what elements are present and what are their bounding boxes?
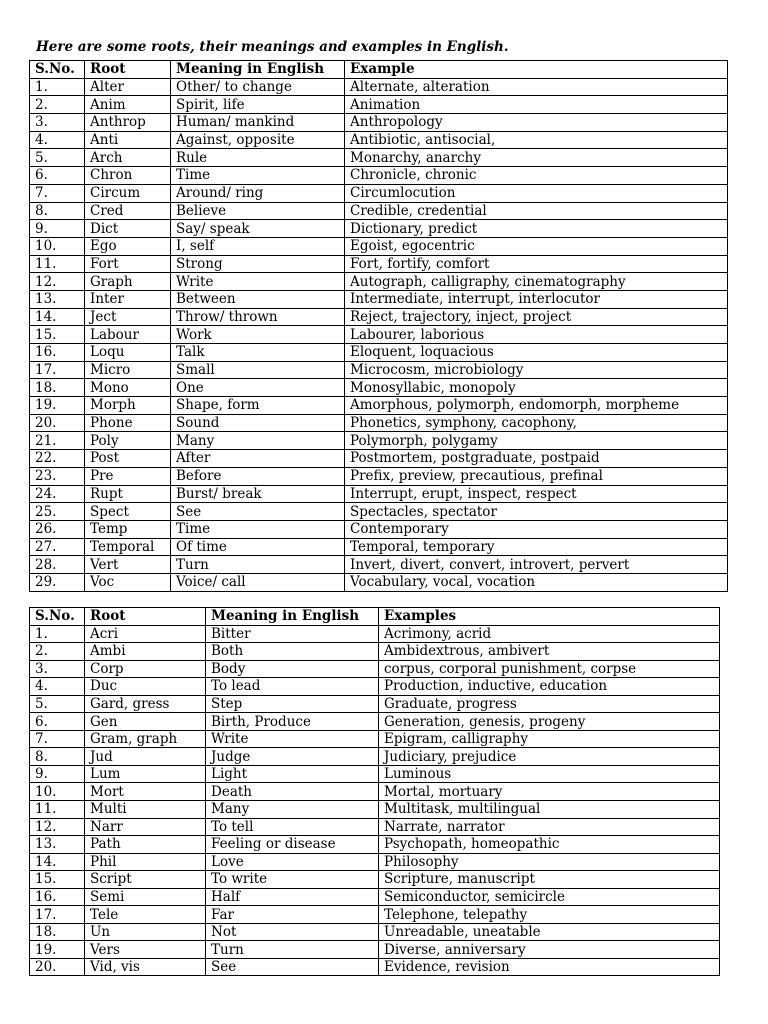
cell-root: Circum bbox=[85, 184, 171, 202]
cell-meaning: Talk bbox=[171, 344, 345, 362]
cell-sno: 8. bbox=[30, 202, 85, 220]
cell-sno: 27. bbox=[30, 538, 85, 556]
table-row bbox=[30, 503, 728, 521]
cell-root: Micro bbox=[85, 361, 171, 379]
cell-example: Alternate, alteration bbox=[345, 78, 728, 96]
cell-sno: 13. bbox=[30, 836, 85, 854]
table-row bbox=[30, 958, 720, 976]
cell-meaning: Burst/ break bbox=[171, 485, 345, 503]
cell-root: Voc bbox=[85, 573, 171, 591]
cell-sno: 25. bbox=[30, 503, 85, 521]
cell-meaning: Many bbox=[206, 801, 379, 819]
header-sno: S.No. bbox=[30, 608, 85, 626]
cell-example: Phonetics, symphony, cacophony, bbox=[345, 414, 728, 432]
cell-root: Dict bbox=[85, 220, 171, 238]
cell-sno: 14. bbox=[30, 853, 85, 871]
cell-root: Anim bbox=[85, 96, 171, 114]
cell-meaning: Shape, form bbox=[171, 397, 345, 415]
table-row bbox=[30, 573, 728, 591]
cell-meaning: Before bbox=[171, 467, 345, 485]
cell-meaning: Rule bbox=[171, 149, 345, 167]
cell-example: Luminous bbox=[379, 765, 720, 783]
cell-root: Un bbox=[85, 923, 206, 941]
cell-meaning: Death bbox=[206, 783, 379, 801]
cell-meaning: Spirit, life bbox=[171, 96, 345, 114]
table-row bbox=[30, 131, 728, 149]
cell-meaning: Between bbox=[171, 290, 345, 308]
cell-meaning: Half bbox=[206, 888, 379, 906]
cell-sno: 28. bbox=[30, 556, 85, 574]
table-row bbox=[30, 556, 728, 574]
cell-example: Eloquent, loquacious bbox=[345, 344, 728, 362]
header-meaning: Meaning in English bbox=[206, 608, 379, 626]
cell-meaning: Write bbox=[206, 730, 379, 748]
cell-sno: 19. bbox=[30, 941, 85, 959]
cell-meaning: Bitter bbox=[206, 625, 379, 643]
cell-root: Rupt bbox=[85, 485, 171, 503]
roots-table-2 bbox=[29, 607, 720, 976]
cell-sno: 17. bbox=[30, 906, 85, 924]
cell-example: Dictionary, predict bbox=[345, 220, 728, 238]
cell-root: Tele bbox=[85, 906, 206, 924]
header-root: Root bbox=[85, 61, 171, 79]
cell-root: Post bbox=[85, 450, 171, 468]
cell-sno: 2. bbox=[30, 96, 85, 114]
cell-example: Narrate, narrator bbox=[379, 818, 720, 836]
table-row bbox=[30, 888, 720, 906]
cell-meaning: One bbox=[171, 379, 345, 397]
cell-root: Anthrop bbox=[85, 114, 171, 132]
cell-example: Intermediate, interrupt, interlocutor bbox=[345, 290, 728, 308]
cell-root: Gen bbox=[85, 713, 206, 731]
cell-meaning: Sound bbox=[171, 414, 345, 432]
cell-meaning: Love bbox=[206, 853, 379, 871]
cell-sno: 20. bbox=[30, 414, 85, 432]
table-row bbox=[30, 255, 728, 273]
cell-sno: 12. bbox=[30, 273, 85, 291]
cell-meaning: Write bbox=[171, 273, 345, 291]
header-meaning: Meaning in English bbox=[171, 61, 345, 79]
cell-root: Loqu bbox=[85, 344, 171, 362]
table-row bbox=[30, 643, 720, 661]
cell-sno: 4. bbox=[30, 678, 85, 696]
cell-sno: 18. bbox=[30, 379, 85, 397]
cell-example: Contemporary bbox=[345, 520, 728, 538]
cell-sno: 29. bbox=[30, 573, 85, 591]
cell-example: Evidence, revision bbox=[379, 958, 720, 976]
table-body bbox=[30, 625, 720, 976]
cell-sno: 3. bbox=[30, 114, 85, 132]
cell-sno: 1. bbox=[30, 625, 85, 643]
cell-example: Temporal, temporary bbox=[345, 538, 728, 556]
cell-meaning: Far bbox=[206, 906, 379, 924]
cell-root: Pre bbox=[85, 467, 171, 485]
cell-sno: 23. bbox=[30, 467, 85, 485]
table-row bbox=[30, 485, 728, 503]
cell-root: Phone bbox=[85, 414, 171, 432]
cell-root: Semi bbox=[85, 888, 206, 906]
table-row bbox=[30, 114, 728, 132]
cell-example: Reject, trajectory, inject, project bbox=[345, 308, 728, 326]
cell-root: Corp bbox=[85, 660, 206, 678]
cell-meaning: To lead bbox=[206, 678, 379, 696]
cell-meaning: Turn bbox=[171, 556, 345, 574]
cell-root: Duc bbox=[85, 678, 206, 696]
table-row bbox=[30, 308, 728, 326]
cell-example: Interrupt, erupt, inspect, respect bbox=[345, 485, 728, 503]
cell-root: Path bbox=[85, 836, 206, 854]
table-row bbox=[30, 730, 720, 748]
table-row bbox=[30, 765, 720, 783]
table-row bbox=[30, 853, 720, 871]
table-header-row bbox=[30, 608, 720, 626]
table-row bbox=[30, 520, 728, 538]
cell-root: Mono bbox=[85, 379, 171, 397]
table-row bbox=[30, 467, 728, 485]
cell-sno: 1. bbox=[30, 78, 85, 96]
cell-meaning: Say/ speak bbox=[171, 220, 345, 238]
cell-example: Diverse, anniversary bbox=[379, 941, 720, 959]
cell-sno: 16. bbox=[30, 344, 85, 362]
cell-meaning: I, self bbox=[171, 237, 345, 255]
table-row bbox=[30, 414, 728, 432]
cell-sno: 24. bbox=[30, 485, 85, 503]
cell-sno: 15. bbox=[30, 871, 85, 889]
table-row bbox=[30, 678, 720, 696]
cell-meaning: Work bbox=[171, 326, 345, 344]
cell-sno: 6. bbox=[30, 713, 85, 731]
cell-example: Psychopath, homeopathic bbox=[379, 836, 720, 854]
cell-sno: 5. bbox=[30, 149, 85, 167]
cell-meaning: Feeling or disease bbox=[206, 836, 379, 854]
cell-meaning: Both bbox=[206, 643, 379, 661]
cell-meaning: Throw/ thrown bbox=[171, 308, 345, 326]
cell-example: Egoist, egocentric bbox=[345, 237, 728, 255]
cell-root: Alter bbox=[85, 78, 171, 96]
cell-sno: 3. bbox=[30, 660, 85, 678]
cell-example: Autograph, calligraphy, cinematography bbox=[345, 273, 728, 291]
cell-root: Labour bbox=[85, 326, 171, 344]
cell-meaning: Not bbox=[206, 923, 379, 941]
table-row bbox=[30, 538, 728, 556]
cell-meaning: Other/ to change bbox=[171, 78, 345, 96]
cell-root: Anti bbox=[85, 131, 171, 149]
table-row bbox=[30, 202, 728, 220]
cell-sno: 6. bbox=[30, 167, 85, 185]
table-row bbox=[30, 801, 720, 819]
cell-meaning: Voice/ call bbox=[171, 573, 345, 591]
cell-root: Arch bbox=[85, 149, 171, 167]
cell-meaning: To tell bbox=[206, 818, 379, 836]
cell-root: Ject bbox=[85, 308, 171, 326]
cell-sno: 26. bbox=[30, 520, 85, 538]
cell-sno: 12. bbox=[30, 818, 85, 836]
table-row bbox=[30, 167, 728, 185]
cell-example: Microcosm, microbiology bbox=[345, 361, 728, 379]
table-row bbox=[30, 78, 728, 96]
cell-sno: 2. bbox=[30, 643, 85, 661]
header-example: Example bbox=[345, 61, 728, 79]
cell-meaning: Step bbox=[206, 695, 379, 713]
table-row bbox=[30, 220, 728, 238]
header-root: Root bbox=[85, 608, 206, 626]
cell-meaning: See bbox=[206, 958, 379, 976]
cell-meaning: Light bbox=[206, 765, 379, 783]
cell-sno: 17. bbox=[30, 361, 85, 379]
table-row bbox=[30, 906, 720, 924]
cell-sno: 5. bbox=[30, 695, 85, 713]
cell-sno: 21. bbox=[30, 432, 85, 450]
cell-root: Ambi bbox=[85, 643, 206, 661]
cell-sno: 11. bbox=[30, 255, 85, 273]
cell-example: Antibiotic, antisocial, bbox=[345, 131, 728, 149]
cell-root: Acri bbox=[85, 625, 206, 643]
cell-example: Scripture, manuscript bbox=[379, 871, 720, 889]
cell-meaning: Judge bbox=[206, 748, 379, 766]
cell-example: Epigram, calligraphy bbox=[379, 730, 720, 748]
cell-sno: 14. bbox=[30, 308, 85, 326]
cell-root: Inter bbox=[85, 290, 171, 308]
cell-sno: 18. bbox=[30, 923, 85, 941]
table-body bbox=[30, 78, 728, 591]
cell-meaning: Birth, Produce bbox=[206, 713, 379, 731]
table-row bbox=[30, 695, 720, 713]
cell-sno: 7. bbox=[30, 730, 85, 748]
table-row bbox=[30, 184, 728, 202]
cell-example: Judiciary, prejudice bbox=[379, 748, 720, 766]
cell-root: Script bbox=[85, 871, 206, 889]
cell-root: Mort bbox=[85, 783, 206, 801]
cell-example: Ambidextrous, ambivert bbox=[379, 643, 720, 661]
cell-example: Spectacles, spectator bbox=[345, 503, 728, 521]
roots-table-1 bbox=[29, 60, 728, 592]
cell-sno: 4. bbox=[30, 131, 85, 149]
table-row bbox=[30, 836, 720, 854]
cell-example: Production, inductive, education bbox=[379, 678, 720, 696]
cell-sno: 11. bbox=[30, 801, 85, 819]
table-row bbox=[30, 344, 728, 362]
table-header-row bbox=[30, 61, 728, 79]
cell-sno: 15. bbox=[30, 326, 85, 344]
cell-sno: 10. bbox=[30, 237, 85, 255]
cell-example: Monarchy, anarchy bbox=[345, 149, 728, 167]
cell-sno: 7. bbox=[30, 184, 85, 202]
table-row bbox=[30, 432, 728, 450]
cell-root: Ego bbox=[85, 237, 171, 255]
cell-example: Prefix, preview, precautious, prefinal bbox=[345, 467, 728, 485]
cell-sno: 19. bbox=[30, 397, 85, 415]
cell-meaning: Strong bbox=[171, 255, 345, 273]
cell-meaning: Body bbox=[206, 660, 379, 678]
page-heading: Here are some roots, their meanings and examples in English. bbox=[36, 39, 509, 55]
table-row bbox=[30, 660, 720, 678]
cell-meaning: Believe bbox=[171, 202, 345, 220]
cell-root: Vid, vis bbox=[85, 958, 206, 976]
table-row bbox=[30, 397, 728, 415]
cell-sno: 16. bbox=[30, 888, 85, 906]
cell-root: Vert bbox=[85, 556, 171, 574]
cell-root: Fort bbox=[85, 255, 171, 273]
cell-example: Vocabulary, vocal, vocation bbox=[345, 573, 728, 591]
cell-example: corpus, corporal punishment, corpse bbox=[379, 660, 720, 678]
cell-example: Semiconductor, semicircle bbox=[379, 888, 720, 906]
header-examples: Examples bbox=[379, 608, 720, 626]
table-row bbox=[30, 450, 728, 468]
cell-root: Temp bbox=[85, 520, 171, 538]
cell-sno: 8. bbox=[30, 748, 85, 766]
cell-meaning: After bbox=[171, 450, 345, 468]
cell-example: Circumlocution bbox=[345, 184, 728, 202]
cell-example: Multitask, multilingual bbox=[379, 801, 720, 819]
cell-sno: 13. bbox=[30, 290, 85, 308]
table-row bbox=[30, 96, 728, 114]
cell-example: Acrimony, acrid bbox=[379, 625, 720, 643]
cell-sno: 10. bbox=[30, 783, 85, 801]
table-row bbox=[30, 625, 720, 643]
cell-example: Invert, divert, convert, introvert, pervert bbox=[345, 556, 728, 574]
table-row bbox=[30, 237, 728, 255]
cell-root: Gram, graph bbox=[85, 730, 206, 748]
cell-meaning: See bbox=[171, 503, 345, 521]
cell-sno: 22. bbox=[30, 450, 85, 468]
cell-root: Vers bbox=[85, 941, 206, 959]
cell-example: Mortal, mortuary bbox=[379, 783, 720, 801]
cell-example: Chronicle, chronic bbox=[345, 167, 728, 185]
cell-example: Generation, genesis, progeny bbox=[379, 713, 720, 731]
cell-meaning: Human/ mankind bbox=[171, 114, 345, 132]
cell-root: Chron bbox=[85, 167, 171, 185]
table-row bbox=[30, 361, 728, 379]
cell-meaning: To write bbox=[206, 871, 379, 889]
table-row bbox=[30, 379, 728, 397]
cell-meaning: Time bbox=[171, 520, 345, 538]
cell-example: Postmortem, postgraduate, postpaid bbox=[345, 450, 728, 468]
table-row bbox=[30, 713, 720, 731]
header-sno: S.No. bbox=[30, 61, 85, 79]
cell-example: Monosyllabic, monopoly bbox=[345, 379, 728, 397]
table-row bbox=[30, 748, 720, 766]
cell-root: Morph bbox=[85, 397, 171, 415]
cell-example: Animation bbox=[345, 96, 728, 114]
cell-example: Philosophy bbox=[379, 853, 720, 871]
cell-root: Temporal bbox=[85, 538, 171, 556]
cell-meaning: Small bbox=[171, 361, 345, 379]
cell-root: Multi bbox=[85, 801, 206, 819]
cell-root: Spect bbox=[85, 503, 171, 521]
cell-root: Jud bbox=[85, 748, 206, 766]
cell-example: Unreadable, uneatable bbox=[379, 923, 720, 941]
cell-example: Amorphous, polymorph, endomorph, morpheme bbox=[345, 397, 728, 415]
cell-root: Phil bbox=[85, 853, 206, 871]
cell-example: Telephone, telepathy bbox=[379, 906, 720, 924]
cell-meaning: Of time bbox=[171, 538, 345, 556]
cell-example: Fort, fortify, comfort bbox=[345, 255, 728, 273]
cell-meaning: Many bbox=[171, 432, 345, 450]
cell-example: Graduate, progress bbox=[379, 695, 720, 713]
table-row bbox=[30, 783, 720, 801]
cell-meaning: Time bbox=[171, 167, 345, 185]
cell-sno: 9. bbox=[30, 220, 85, 238]
cell-root: Graph bbox=[85, 273, 171, 291]
cell-root: Lum bbox=[85, 765, 206, 783]
cell-example: Anthropology bbox=[345, 114, 728, 132]
table-row bbox=[30, 923, 720, 941]
cell-sno: 9. bbox=[30, 765, 85, 783]
cell-example: Credible, credential bbox=[345, 202, 728, 220]
cell-example: Polymorph, polygamy bbox=[345, 432, 728, 450]
cell-root: Cred bbox=[85, 202, 171, 220]
cell-root: Gard, gress bbox=[85, 695, 206, 713]
cell-sno: 20. bbox=[30, 958, 85, 976]
table-row bbox=[30, 818, 720, 836]
table-row bbox=[30, 290, 728, 308]
table-row bbox=[30, 149, 728, 167]
table-row bbox=[30, 273, 728, 291]
table-row bbox=[30, 941, 720, 959]
cell-meaning: Against, opposite bbox=[171, 131, 345, 149]
table-row bbox=[30, 871, 720, 889]
cell-example: Labourer, laborious bbox=[345, 326, 728, 344]
cell-root: Poly bbox=[85, 432, 171, 450]
table-row bbox=[30, 326, 728, 344]
cell-meaning: Around/ ring bbox=[171, 184, 345, 202]
cell-meaning: Turn bbox=[206, 941, 379, 959]
cell-root: Narr bbox=[85, 818, 206, 836]
